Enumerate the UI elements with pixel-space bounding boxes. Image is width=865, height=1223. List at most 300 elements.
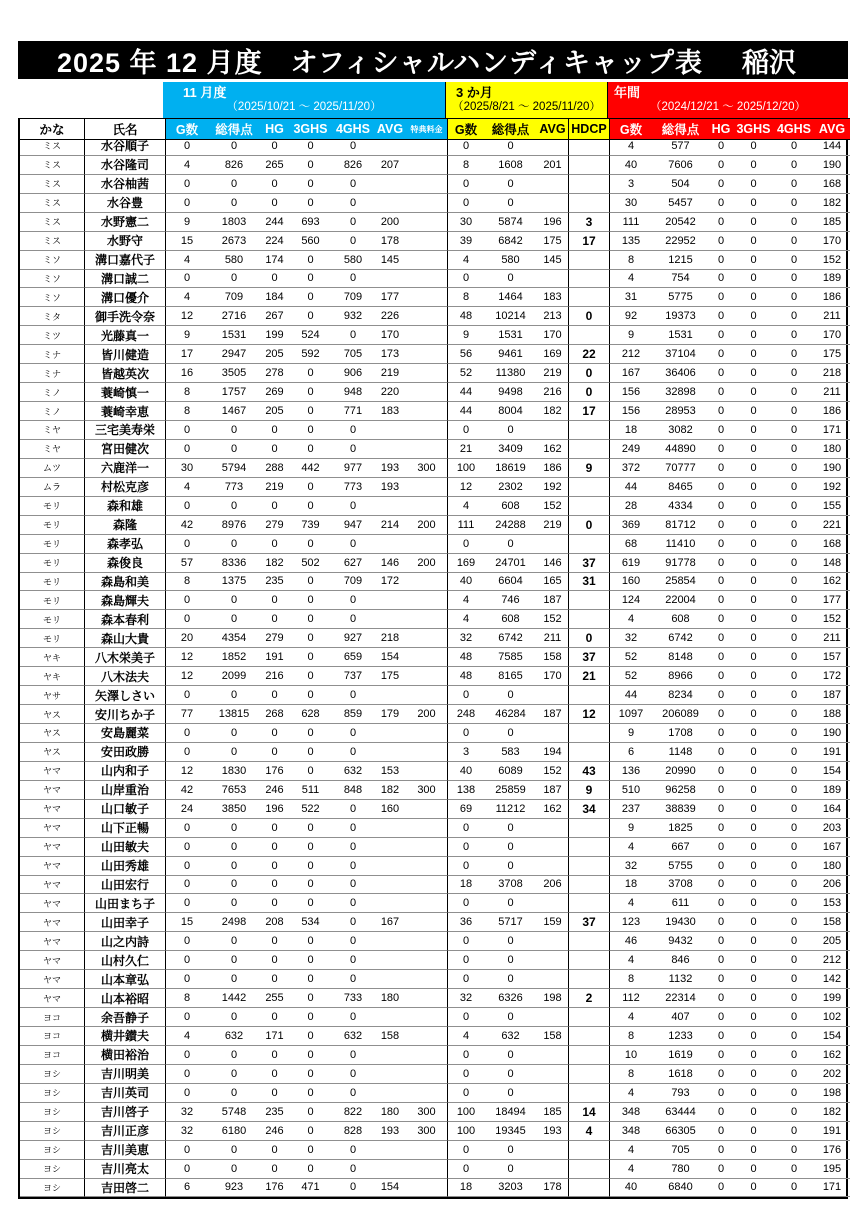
quarter-avg-cell: 158 xyxy=(537,1027,568,1046)
name-cell: 八木法夫 xyxy=(84,667,165,686)
kana-cell: ミノ xyxy=(20,402,84,421)
month-hg-cell: 269 xyxy=(260,383,289,402)
month-fee-cell: 200 xyxy=(406,516,447,535)
month-3ghs-cell: 628 xyxy=(289,705,332,724)
month-3ghs-cell: 0 xyxy=(289,629,332,648)
month-avg-cell xyxy=(374,743,406,762)
year-3ghs-cell: 0 xyxy=(733,213,774,232)
quarter-total-cell: 18494 xyxy=(484,1103,537,1122)
quarter-games-cell: 4 xyxy=(447,1027,484,1046)
month-4ghs-cell: 0 xyxy=(332,326,374,345)
year-4ghs-cell: 0 xyxy=(774,762,814,781)
month-3ghs-cell: 0 xyxy=(289,819,332,838)
year-avg-cell: 148 xyxy=(814,554,850,573)
month-games-cell: 77 xyxy=(165,705,208,724)
quarter-games-cell: 100 xyxy=(447,1103,484,1122)
kana-cell: ミス xyxy=(20,232,84,251)
year-total-cell: 91778 xyxy=(652,554,709,573)
year-4ghs-cell: 0 xyxy=(774,591,814,610)
year-4ghs-cell: 0 xyxy=(774,894,814,913)
kana-cell: ヤマ xyxy=(20,819,84,838)
month-games-cell: 8 xyxy=(165,573,208,592)
month-4ghs-cell: 932 xyxy=(332,307,374,326)
year-total-cell: 8148 xyxy=(652,648,709,667)
quarter-games-cell: 3 xyxy=(447,743,484,762)
month-avg-cell: 219 xyxy=(374,364,406,383)
kana-cell: ミノ xyxy=(20,383,84,402)
quarter-total-cell: 0 xyxy=(484,838,537,857)
month-3ghs-cell: 0 xyxy=(289,156,332,175)
kana-cell: ミヤ xyxy=(20,421,84,440)
year-total-cell: 38839 xyxy=(652,800,709,819)
quarter-total-cell: 8165 xyxy=(484,667,537,686)
year-total-cell: 19373 xyxy=(652,307,709,326)
kana-cell: モリ xyxy=(20,610,84,629)
year-avg-cell: 154 xyxy=(814,1027,850,1046)
month-3ghs-cell: 0 xyxy=(289,175,332,194)
quarter-avg-cell: 178 xyxy=(537,1179,568,1198)
month-3ghs-cell: 0 xyxy=(289,857,332,876)
month-fee-cell xyxy=(406,1027,447,1046)
year-games-cell: 92 xyxy=(609,307,652,326)
quarter-games-cell: 0 xyxy=(447,819,484,838)
month-3ghs-cell: 592 xyxy=(289,345,332,364)
year-3ghs-cell: 0 xyxy=(733,326,774,345)
kana-cell: ヨシ xyxy=(20,1084,84,1103)
month-games-cell: 15 xyxy=(165,913,208,932)
month-4ghs-cell: 0 xyxy=(332,270,374,289)
year-total-cell: 4334 xyxy=(652,497,709,516)
quarter-avg-cell xyxy=(537,421,568,440)
quarter-total-cell: 19345 xyxy=(484,1122,537,1141)
month-3ghs-cell: 0 xyxy=(289,194,332,213)
month-fee-cell xyxy=(406,686,447,705)
name-cell: 森孝弘 xyxy=(84,535,165,554)
year-3ghs-cell: 0 xyxy=(733,497,774,516)
quarter-hdcp-cell xyxy=(568,175,609,194)
year-4ghs-cell: 0 xyxy=(774,440,814,459)
month-3ghs-cell: 524 xyxy=(289,326,332,345)
month-total-cell: 0 xyxy=(208,1141,260,1160)
quarter-games-cell: 40 xyxy=(447,573,484,592)
month-4ghs-cell: 0 xyxy=(332,591,374,610)
year-games-cell: 167 xyxy=(609,364,652,383)
month-fee-cell xyxy=(406,629,447,648)
name-cell: 山田まち子 xyxy=(84,894,165,913)
month-avg-cell xyxy=(374,535,406,554)
month-fee-cell xyxy=(406,251,447,270)
year-4ghs-cell: 0 xyxy=(774,951,814,970)
quarter-hdcp-cell: 17 xyxy=(568,402,609,421)
month-3ghs-cell: 0 xyxy=(289,440,332,459)
month-games-cell: 8 xyxy=(165,989,208,1008)
name-cell: 余吾静子 xyxy=(84,1008,165,1027)
quarter-avg-cell: 213 xyxy=(537,307,568,326)
quarter-total-cell: 0 xyxy=(484,1065,537,1084)
month-total-cell: 1375 xyxy=(208,573,260,592)
year-total-cell: 5775 xyxy=(652,288,709,307)
month-hg-cell: 205 xyxy=(260,345,289,364)
name-cell: 森本春利 xyxy=(84,610,165,629)
quarter-games-cell: 0 xyxy=(447,194,484,213)
quarter-games-cell: 32 xyxy=(447,989,484,1008)
year-total-cell: 20542 xyxy=(652,213,709,232)
year-total-cell: 1619 xyxy=(652,1046,709,1065)
month-total-cell: 3850 xyxy=(208,800,260,819)
quarter-games-cell: 0 xyxy=(447,951,484,970)
year-total-cell: 36406 xyxy=(652,364,709,383)
year-4ghs-cell: 0 xyxy=(774,667,814,686)
year-games-cell: 237 xyxy=(609,800,652,819)
month-avg-cell xyxy=(374,1141,406,1160)
month-total-cell: 2099 xyxy=(208,667,260,686)
month-fee-cell xyxy=(406,402,447,421)
year-avg-cell: 191 xyxy=(814,1122,850,1141)
quarter-avg-cell xyxy=(537,951,568,970)
month-games-cell: 0 xyxy=(165,1046,208,1065)
quarter-total-cell: 0 xyxy=(484,194,537,213)
header-month-fee: 特典料金 xyxy=(406,118,447,140)
year-total-cell: 70777 xyxy=(652,459,709,478)
name-cell: 三宅美寿栄 xyxy=(84,421,165,440)
year-hg-cell: 0 xyxy=(709,591,733,610)
month-total-cell: 0 xyxy=(208,743,260,762)
month-total-cell: 709 xyxy=(208,288,260,307)
quarter-games-cell: 44 xyxy=(447,402,484,421)
year-total-cell: 44890 xyxy=(652,440,709,459)
month-3ghs-cell: 0 xyxy=(289,743,332,762)
quarter-games-cell: 0 xyxy=(447,970,484,989)
year-games-cell: 372 xyxy=(609,459,652,478)
quarter-hdcp-cell: 37 xyxy=(568,554,609,573)
name-cell: 水谷順子 xyxy=(84,137,165,156)
month-4ghs-cell: 733 xyxy=(332,989,374,1008)
month-3ghs-cell: 0 xyxy=(289,1103,332,1122)
month-4ghs-cell: 0 xyxy=(332,819,374,838)
kana-cell: ヤス xyxy=(20,743,84,762)
header-quarter-total: 総得点 xyxy=(484,118,537,140)
month-games-cell: 42 xyxy=(165,781,208,800)
month-fee-cell xyxy=(406,876,447,895)
quarter-games-cell: 0 xyxy=(447,686,484,705)
month-hg-cell: 0 xyxy=(260,270,289,289)
quarter-avg-cell: 182 xyxy=(537,402,568,421)
month-hg-cell: 219 xyxy=(260,478,289,497)
year-hg-cell: 0 xyxy=(709,629,733,648)
year-games-cell: 348 xyxy=(609,1122,652,1141)
year-4ghs-cell: 0 xyxy=(774,402,814,421)
year-total-cell: 206089 xyxy=(652,705,709,724)
month-hg-cell: 0 xyxy=(260,591,289,610)
month-games-cell: 57 xyxy=(165,554,208,573)
month-hg-cell: 278 xyxy=(260,364,289,383)
month-games-cell: 42 xyxy=(165,516,208,535)
year-games-cell: 112 xyxy=(609,989,652,1008)
year-games-cell: 348 xyxy=(609,1103,652,1122)
year-hg-cell: 0 xyxy=(709,724,733,743)
quarter-games-cell: 100 xyxy=(447,459,484,478)
quarter-avg-cell xyxy=(537,270,568,289)
month-games-cell: 30 xyxy=(165,459,208,478)
quarter-total-cell: 3409 xyxy=(484,440,537,459)
month-total-cell: 1467 xyxy=(208,402,260,421)
month-fee-cell xyxy=(406,591,447,610)
name-cell: 水野憲二 xyxy=(84,213,165,232)
quarter-hdcp-cell xyxy=(568,970,609,989)
month-4ghs-cell: 0 xyxy=(332,1141,374,1160)
quarter-games-cell: 0 xyxy=(447,1084,484,1103)
group-month xyxy=(163,82,445,118)
month-fee-cell: 200 xyxy=(406,705,447,724)
header-year-3ghs: 3GHS xyxy=(733,118,774,140)
year-4ghs-cell: 0 xyxy=(774,705,814,724)
month-fee-cell xyxy=(406,762,447,781)
name-cell: 安田政勝 xyxy=(84,743,165,762)
year-hg-cell: 0 xyxy=(709,175,733,194)
quarter-games-cell: 4 xyxy=(447,497,484,516)
name-cell: 蓑崎幸恵 xyxy=(84,402,165,421)
quarter-hdcp-cell xyxy=(568,535,609,554)
month-4ghs-cell: 0 xyxy=(332,724,374,743)
kana-cell: ヤマ xyxy=(20,838,84,857)
year-3ghs-cell: 0 xyxy=(733,838,774,857)
year-3ghs-cell: 0 xyxy=(733,819,774,838)
quarter-hdcp-cell xyxy=(568,743,609,762)
kana-cell: ミタ xyxy=(20,307,84,326)
year-4ghs-cell: 0 xyxy=(774,800,814,819)
year-4ghs-cell: 0 xyxy=(774,1065,814,1084)
kana-cell: ヤマ xyxy=(20,951,84,970)
year-total-cell: 754 xyxy=(652,270,709,289)
kana-cell: ヨシ xyxy=(20,1065,84,1084)
year-3ghs-cell: 0 xyxy=(733,781,774,800)
month-3ghs-cell: 0 xyxy=(289,402,332,421)
quarter-hdcp-cell xyxy=(568,1008,609,1027)
month-3ghs-cell: 0 xyxy=(289,762,332,781)
year-games-cell: 4 xyxy=(609,951,652,970)
name-cell: 御手洗令奈 xyxy=(84,307,165,326)
quarter-avg-cell: 170 xyxy=(537,326,568,345)
quarter-avg-cell xyxy=(537,819,568,838)
page-title: 2025 年 12 月度 オフィシャルハンディキャップ表 xyxy=(56,47,704,78)
year-4ghs-cell: 0 xyxy=(774,629,814,648)
kana-cell: ミス xyxy=(20,213,84,232)
header-quarter-hdcp: HDCP xyxy=(568,118,609,140)
quarter-hdcp-cell xyxy=(568,1084,609,1103)
name-cell: 溝口誠二 xyxy=(84,270,165,289)
kana-cell: ミソ xyxy=(20,251,84,270)
month-3ghs-cell: 0 xyxy=(289,288,332,307)
year-3ghs-cell: 0 xyxy=(733,1179,774,1198)
month-hg-cell: 265 xyxy=(260,156,289,175)
year-avg-cell: 170 xyxy=(814,232,850,251)
year-3ghs-cell: 0 xyxy=(733,1046,774,1065)
year-total-cell: 63444 xyxy=(652,1103,709,1122)
year-3ghs-cell: 0 xyxy=(733,800,774,819)
year-hg-cell: 0 xyxy=(709,648,733,667)
year-games-cell: 3 xyxy=(609,175,652,194)
month-4ghs-cell: 771 xyxy=(332,402,374,421)
year-4ghs-cell: 0 xyxy=(774,648,814,667)
name-cell: 宮田健次 xyxy=(84,440,165,459)
quarter-total-cell: 11380 xyxy=(484,364,537,383)
header-quarter-avg: AVG xyxy=(537,118,568,140)
year-total-cell: 5457 xyxy=(652,194,709,213)
month-fee-cell xyxy=(406,1141,447,1160)
month-total-cell: 0 xyxy=(208,440,260,459)
group-spacer xyxy=(18,82,163,118)
year-total-cell: 22004 xyxy=(652,591,709,610)
year-4ghs-cell: 0 xyxy=(774,307,814,326)
year-3ghs-cell: 0 xyxy=(733,554,774,573)
year-total-cell: 8966 xyxy=(652,667,709,686)
year-hg-cell: 0 xyxy=(709,1103,733,1122)
year-games-cell: 136 xyxy=(609,762,652,781)
name-cell: 安島麗菜 xyxy=(84,724,165,743)
month-hg-cell: 255 xyxy=(260,989,289,1008)
year-4ghs-cell: 0 xyxy=(774,913,814,932)
year-total-cell: 32898 xyxy=(652,383,709,402)
month-games-cell: 0 xyxy=(165,440,208,459)
month-fee-cell xyxy=(406,326,447,345)
year-4ghs-cell: 0 xyxy=(774,686,814,705)
kana-cell: ヨシ xyxy=(20,1160,84,1179)
quarter-total-cell: 0 xyxy=(484,857,537,876)
month-hg-cell: 191 xyxy=(260,648,289,667)
year-4ghs-cell: 0 xyxy=(774,345,814,364)
quarter-hdcp-cell xyxy=(568,1065,609,1084)
month-hg-cell: 184 xyxy=(260,288,289,307)
name-cell: 溝口優介 xyxy=(84,288,165,307)
year-total-cell: 705 xyxy=(652,1141,709,1160)
year-hg-cell: 0 xyxy=(709,402,733,421)
year-3ghs-cell: 0 xyxy=(733,440,774,459)
month-3ghs-cell: 0 xyxy=(289,1160,332,1179)
year-4ghs-cell: 0 xyxy=(774,724,814,743)
year-avg-cell: 195 xyxy=(814,1160,850,1179)
quarter-games-cell: 0 xyxy=(447,857,484,876)
year-3ghs-cell: 0 xyxy=(733,1141,774,1160)
month-4ghs-cell: 0 xyxy=(332,1179,374,1198)
month-4ghs-cell: 848 xyxy=(332,781,374,800)
year-total-cell: 6742 xyxy=(652,629,709,648)
title-bar xyxy=(18,41,848,79)
name-cell: 吉川明美 xyxy=(84,1065,165,1084)
year-hg-cell: 0 xyxy=(709,894,733,913)
year-avg-cell: 185 xyxy=(814,213,850,232)
quarter-games-cell: 18 xyxy=(447,1179,484,1198)
quarter-avg-cell: 152 xyxy=(537,497,568,516)
quarter-avg-cell xyxy=(537,535,568,554)
year-4ghs-cell: 0 xyxy=(774,175,814,194)
kana-cell: ヤス xyxy=(20,705,84,724)
month-4ghs-cell: 0 xyxy=(332,876,374,895)
month-fee-cell xyxy=(406,288,447,307)
month-games-cell: 0 xyxy=(165,421,208,440)
quarter-avg-cell: 198 xyxy=(537,989,568,1008)
month-4ghs-cell: 627 xyxy=(332,554,374,573)
month-hg-cell: 235 xyxy=(260,1103,289,1122)
month-hg-cell: 171 xyxy=(260,1027,289,1046)
quarter-hdcp-cell xyxy=(568,440,609,459)
year-hg-cell: 0 xyxy=(709,1084,733,1103)
month-3ghs-cell: 0 xyxy=(289,686,332,705)
month-games-cell: 0 xyxy=(165,1065,208,1084)
name-cell: 矢澤しさい xyxy=(84,686,165,705)
year-hg-cell: 0 xyxy=(709,951,733,970)
year-total-cell: 66305 xyxy=(652,1122,709,1141)
month-total-cell: 773 xyxy=(208,478,260,497)
quarter-total-cell: 0 xyxy=(484,535,537,554)
year-4ghs-cell: 0 xyxy=(774,137,814,156)
month-4ghs-cell: 0 xyxy=(332,421,374,440)
month-hg-cell: 0 xyxy=(260,1065,289,1084)
month-total-cell: 1830 xyxy=(208,762,260,781)
quarter-avg-cell: 175 xyxy=(537,232,568,251)
month-avg-cell: 180 xyxy=(374,1103,406,1122)
month-avg-cell: 175 xyxy=(374,667,406,686)
year-avg-cell: 191 xyxy=(814,743,850,762)
month-fee-cell xyxy=(406,894,447,913)
month-fee-cell xyxy=(406,573,447,592)
year-3ghs-cell: 0 xyxy=(733,667,774,686)
month-games-cell: 0 xyxy=(165,194,208,213)
year-games-cell: 6 xyxy=(609,743,652,762)
month-3ghs-cell: 0 xyxy=(289,383,332,402)
month-games-cell: 0 xyxy=(165,1008,208,1027)
year-avg-cell: 171 xyxy=(814,1179,850,1198)
month-total-cell: 5748 xyxy=(208,1103,260,1122)
year-hg-cell: 0 xyxy=(709,1179,733,1198)
month-games-cell: 4 xyxy=(165,478,208,497)
month-games-cell: 4 xyxy=(165,251,208,270)
month-avg-cell: 193 xyxy=(374,478,406,497)
month-hg-cell: 0 xyxy=(260,686,289,705)
quarter-total-cell: 0 xyxy=(484,724,537,743)
quarter-hdcp-cell xyxy=(568,1160,609,1179)
month-avg-cell: 145 xyxy=(374,251,406,270)
quarter-avg-cell: 146 xyxy=(537,554,568,573)
name-cell: 水谷豊 xyxy=(84,194,165,213)
month-games-cell: 0 xyxy=(165,591,208,610)
quarter-games-cell: 0 xyxy=(447,932,484,951)
year-4ghs-cell: 0 xyxy=(774,970,814,989)
year-3ghs-cell: 0 xyxy=(733,1027,774,1046)
month-avg-cell: 146 xyxy=(374,554,406,573)
quarter-hdcp-cell xyxy=(568,951,609,970)
quarter-total-cell: 1608 xyxy=(484,156,537,175)
year-4ghs-cell: 0 xyxy=(774,573,814,592)
year-4ghs-cell: 0 xyxy=(774,1084,814,1103)
year-4ghs-cell: 0 xyxy=(774,364,814,383)
month-3ghs-cell: 0 xyxy=(289,573,332,592)
kana-cell: ヤマ xyxy=(20,932,84,951)
kana-cell: モリ xyxy=(20,516,84,535)
year-total-cell: 8234 xyxy=(652,686,709,705)
year-4ghs-cell: 0 xyxy=(774,610,814,629)
quarter-avg-cell xyxy=(537,1065,568,1084)
period-group-row xyxy=(18,82,848,118)
quarter-hdcp-cell: 43 xyxy=(568,762,609,781)
month-hg-cell: 174 xyxy=(260,251,289,270)
year-4ghs-cell: 0 xyxy=(774,819,814,838)
month-avg-cell: 177 xyxy=(374,288,406,307)
month-3ghs-cell: 0 xyxy=(289,1008,332,1027)
month-fee-cell xyxy=(406,194,447,213)
quarter-avg-cell: 165 xyxy=(537,573,568,592)
month-avg-cell: 178 xyxy=(374,232,406,251)
month-hg-cell: 246 xyxy=(260,1122,289,1141)
